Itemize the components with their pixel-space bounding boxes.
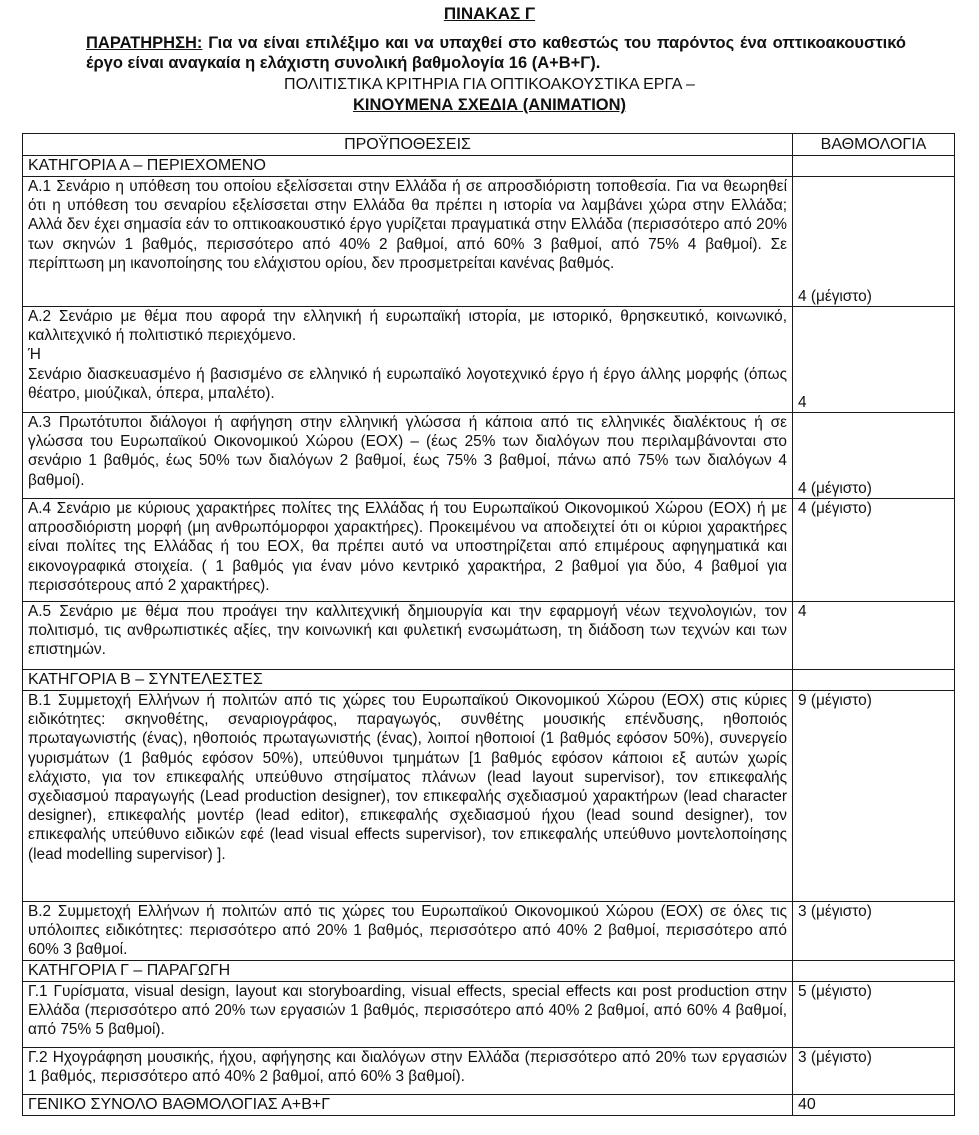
criterion-a1-text: Α.1 Σενάριο η υπόθεση του οποίου εξελίσσεται στην Ελλάδα ή σε απροσδιόριστη τοποθεσία. Για να θεωρηθεί ότι η υπόθεση του σεναρίου εξελίσσεται στην Ελλάδα θα πρέπει η ιστορία να λαμβάνει χώρα στην Ελλάδα; Αλλά δεν έχει σημασία εάν το οπτικοακουστικό έργο γυρίζεται πραγματικά στην Ελλάδα (περισσότερο από 20% των σκηνών 1 βαθμός, περισσότερο από 40% 2 βαθμοί, από 60% 3 βαθμοί, από 75% 4 βαθμοί). Σε περίπτωση μη ικανοποίησης του ελάχιστου ορίου, δεν προσμετρείται κανένας βαθμός. [23,177,793,307]
table-header-row [23,134,955,156]
column-header-score: ΒΑΘΜΟΛΟΓΙΑ [793,134,955,156]
criterion-a2-text-part1: Α.2 Σενάριο με θέμα που αφορά την ελληνική ή ευρωπαϊκή ιστορία, με ιστορικό, θρησκευτικό, κοινωνικό, καλλιτεχνικό ή πολιτιστικό περιεχόμενο. [28,308,787,345]
title-text: ΠΙΝΑΚΑΣ Γ [443,4,536,23]
criterion-b2-score: 3 (μέγιστο) [793,902,955,961]
table-row-c1 [23,981,955,1047]
note-label: ΠΑΡΑΤΗΡΗΣΗ: [86,34,203,52]
criterion-a3-score: 4 (μέγιστο) [793,413,955,499]
category-b-label: ΚΑΤΗΓΟΡΙΑ Β – ΣΥΝΤΕΛΕΣΤΕΣ [23,670,793,691]
criterion-b1-text: Β.1 Συμμετοχή Ελλήνων ή πολιτών από τις χώρες του Ευρωπαϊκού Οικονομικού Χώρου (ΕΟΧ) στις κύριες ειδικότητες: σκηνοθέτης, σεναριογράφος, παραγωγός, συνθέτης μουσικής επένδυσης, ηθοποιός πρωταγωνιστής (ένας), ηθοποιός πρωταγωνιστής (ένας), λοιποί ηθοποιοί (1 βαθμός εφόσον 50%), συνεργείο γυρισμάτων (1 βαθμός εφόσον 50%), υπεύθυνοι τμημάτων [1 βαθμός εφόσον κάποιοι εξ αυτών χωρίς ελάχιστο, για τον επικεφαλής υπεύθυνο στησίματος πλάνων (lead layout supervisor), τον επικεφαλής σχεδιασμού παραγωγής (Lead production designer), τον επικεφαλής σχεδιασμού χαρακτήρων (lead character designer), επικεφαλής μοντέρ (lead editor), επικεφαλής σχεδιασμού ήχου (lead sound designer), τον επικεφαλής υπεύθυνο ειδικών εφέ (lead visual effects supervisor), τον επικεφαλής υπεύθυνο μοντελοποίησης (lead modelling supervisor) ]. [23,691,793,902]
table-row-a1 [23,177,955,307]
subtitle-animation-text: ΚΙΝΟΥΜΕΝΑ ΣΧΕΔΙΑ (ANIMATION) [352,96,627,114]
category-c-label: ΚΑΤΗΓΟΡΙΑ Γ – ΠΑΡΑΓΩΓΗ [23,960,793,981]
criterion-b2-text: Β.2 Συμμετοχή Ελλήνων ή πολιτών από τις χώρες του Ευρωπαϊκού Οικονομικού Χώρου (ΕΟΧ) σε όλες τις υπόλοιπες ειδικότητες: περισσότερο από 20% 1 βαθμός, περισσότερο από 40% 2 βαθμοί, περισσότερο από 60% 3 βαθμοί. [23,902,793,961]
criterion-a4-score: 4 (μέγιστο) [793,499,955,602]
criterion-b1-score: 9 (μέγιστο) [793,691,955,902]
note-text: Για να είναι επιλέξιμο και να υπαχθεί στο καθεστώς του παρόντος ένα οπτικοακουστικό έργο είναι αναγκαία η ελάχιστη συνολική βαθμολογία 16 (Α+Β+Γ). [86,34,906,72]
table-row-a3 [23,413,955,499]
category-a-label: ΚΑΤΗΓΟΡΙΑ Α – ΠΕΡΙΕΧΟΜΕΝΟ [23,156,793,177]
criterion-c2-text: Γ.2 Ηχογράφηση μουσικής, ήχου, αφήγησης και διαλόγων στην Ελλάδα (περισσότερο από 20% των εργασιών 1 βαθμός, περισσότερο από 40% 2 βαθμοί, από 60% 3 βαθμοί). [23,1047,793,1094]
table-row-a5 [23,602,955,670]
criterion-a3-text: Α.3 Πρωτότυποι διάλογοι ή αφήγηση στην ελληνική γλώσσα ή κάποια από τις ελληνικές διαλέκτους ή σε γλώσσα του Ευρωπαϊκού Οικονομικού Χώρου (ΕΟΧ) – (έως 25% των διαλόγων που περιλαμβάνονται στο σενάριο 1 βαθμός, έως 50% των διαλόγων 2 βαθμοί, έως 75% 3 βαθμοί, πάνω από 75% των διαλόγων 4 βαθμοί). [23,413,793,499]
table-row-a4 [23,499,955,602]
category-a-score-empty [793,156,955,177]
category-row-a [23,156,955,177]
subtitle-criteria: ΠΟΛΙΤΙΣΤΙΚΑ ΚΡΙΤΗΡΙΑ ΓΙΑ ΟΠΤΙΚΟΑΚΟΥΣΤΙΚΑ ΕΡΓΑ – [284,76,695,93]
table-row-c2 [23,1047,955,1094]
criterion-a1-score: 4 (μέγιστο) [793,177,955,307]
category-row-b [23,670,955,691]
table-row-b2 [23,902,955,961]
column-header-conditions: ΠΡΟΫΠΟΘΕΣΕΙΣ [23,134,793,156]
criterion-a5-score: 4 [793,602,955,670]
criterion-a4-text: Α.4 Σενάριο με κύριους χαρακτήρες πολίτες της Ελλάδας ή του Ευρωπαϊκού Οικονομικού Χώρου (ΕΟΧ) ή με απροσδιόριστη μορφή (μη ανθρωπόμορφοι χαρακτήρες). Προκειμένου να αποδειχτεί ότι οι κύριοι χαρακτήρες είναι πολίτες της Ελλάδας ή του ΕΟΧ, θα πρέπει αυτό να υποστηρίζεται από επιμέρους αφηγηματικά και εικονογραφικά στοιχεία. ( 1 βαθμός για έναν μόνο κεντρικό χαρακτήρα, 2 βαθμοί για δύο, 4 βαθμοί για περισσότερους από 2 χαρακτήρες). [23,499,793,602]
table-row-b1 [23,691,955,902]
eligibility-note [86,33,906,73]
criterion-a5-text: Α.5 Σενάριο με θέμα που προάγει την καλλιτεχνική δημιουργία και την εφαρμογή νέων τεχνολογιών, τον πολιτισμό, τις ανθρωπιστικές αξίες, την κοινωνική και φυλετική ενσωμάτωση, τη διάδοση των τεχνών και των επιστημών. [23,602,793,670]
criterion-c1-text: Γ.1 Γυρίσματα, visual design, layout και storyboarding, visual effects, special effects και post production στην Ελλάδα (περισσότερο από 20% των εργασιών 1 βαθμός, περισσότερο από 40% 2 βαθμοί, από 60% 4 βαθμοί, από 75% 5 βαθμοί). [23,981,793,1047]
document-title [0,4,979,24]
criterion-a2-score: 4 [793,307,955,413]
total-score: 40 [793,1094,955,1115]
criterion-c1-score: 5 (μέγιστο) [793,981,955,1047]
category-row-c [23,960,955,981]
category-c-score-empty [793,960,955,981]
total-row [23,1094,955,1115]
category-b-score-empty [793,670,955,691]
table-row-a2 [23,307,955,413]
criterion-a2-cell [23,307,793,413]
criterion-a2-text-part2: Σενάριο διασκευασμένο ή βασισμένο σε ελληνικό ή ευρωπαϊκό λογοτεχνικό έργο ή έργο άλλης μορφής (όπως θέατρο, μιούζικαλ, όπερα, μπαλέτο). [28,365,787,402]
criterion-a2-or: Ή [28,346,41,364]
criteria-table [22,133,955,1116]
criterion-c2-score: 3 (μέγιστο) [793,1047,955,1094]
subtitle-animation [0,96,979,115]
total-label: ΓΕΝΙΚΟ ΣΥΝΟΛΟ ΒΑΘΜΟΛΟΓΙΑΣ Α+Β+Γ [23,1094,793,1115]
